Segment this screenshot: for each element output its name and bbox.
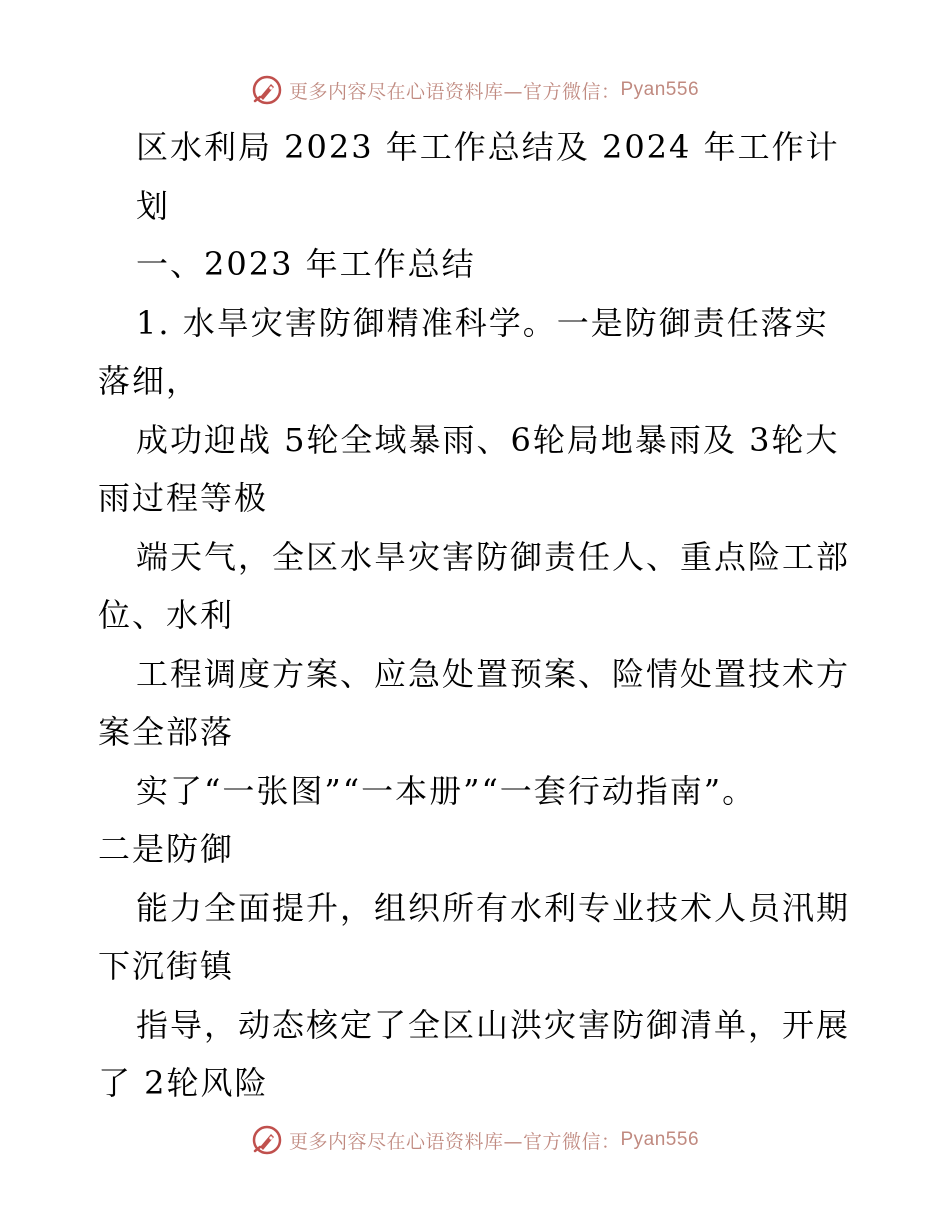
body-line (98, 879, 858, 938)
body-line (98, 996, 858, 1055)
section-heading-text: 一、2023 年工作总结 (136, 245, 476, 283)
body-line (98, 411, 858, 470)
body-line-text: 端天气，全区水旱灾害防御责任人、重点险工部 (136, 537, 851, 576)
body-line-text: 指导，动态核定了全区山洪灾害防御清单，开展 (136, 1005, 851, 1044)
title-line-2: 划 (136, 186, 171, 225)
pen-nib-logo-icon (251, 74, 283, 106)
title-line-1: 区水利局 2023 年工作总结及 2024 年工作计 (136, 128, 840, 166)
body-line (98, 762, 858, 821)
document-body (98, 118, 858, 1113)
document-title (98, 118, 858, 177)
body-line (98, 352, 858, 411)
body-line (98, 703, 858, 762)
body-line-text: 实了“一张图”“一本册”“一套行动指南”。 (136, 771, 757, 810)
watermark-header (0, 70, 950, 110)
pen-nib-logo-icon (251, 1124, 283, 1156)
watermark-text: 更多内容尽在心语资料库—官方微信： (288, 80, 621, 103)
watermark-id: Pyan556 (620, 79, 700, 100)
watermark-text: 更多内容尽在心语资料库—官方微信： (288, 1130, 621, 1153)
body-line (98, 645, 858, 704)
body-line (98, 528, 858, 587)
body-line-text: 案全部落 (98, 713, 235, 751)
body-line (98, 294, 858, 353)
body-line (98, 469, 858, 528)
body-line-text: 工程调度方案、应急处置预案、险情处置技术方 (136, 654, 851, 693)
body-line (98, 586, 858, 645)
body-line-text: 了 2轮风险 (98, 1064, 269, 1102)
watermark-footer (0, 1120, 950, 1160)
body-line-text: 成功迎战 5轮全域暴雨、6轮局地暴雨及 3轮大 (136, 420, 840, 459)
body-line-text: 下沉街镇 (98, 947, 235, 985)
body-line-text: 二是防御 (98, 830, 235, 868)
body-line-text: 位、水利 (98, 596, 235, 634)
document-title-continued (98, 177, 858, 236)
body-line-text: 1. 水旱灾害防御精准科学。一是防御责任落实 (136, 303, 829, 342)
body-line-text: 雨过程等极 (98, 479, 269, 517)
body-line-text: 落细， (98, 362, 201, 400)
body-line (98, 937, 858, 996)
section-heading (98, 235, 858, 294)
body-line (98, 820, 858, 879)
watermark-id: Pyan556 (620, 1129, 700, 1150)
body-line (98, 1054, 858, 1113)
body-line-text: 能力全面提升，组织所有水利专业技术人员汛期 (136, 888, 851, 927)
